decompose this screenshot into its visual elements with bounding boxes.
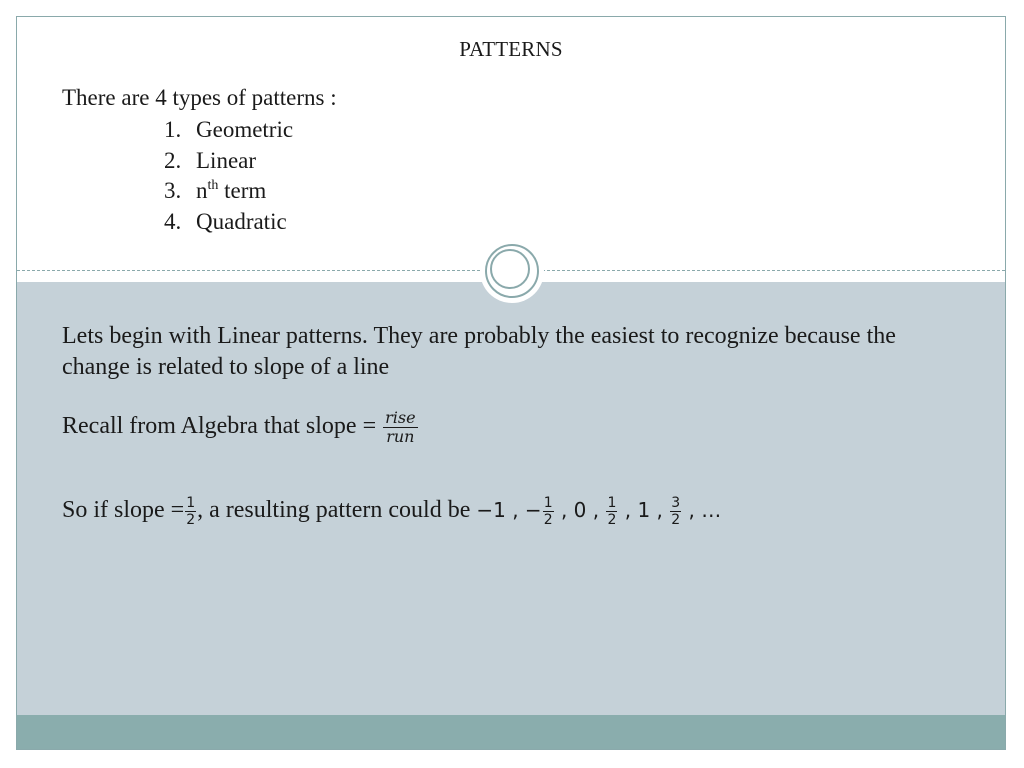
paragraph-slope-definition — [62, 409, 419, 446]
slide-header-area — [17, 17, 1005, 271]
paragraph-linear-intro: Lets begin with Linear patterns. They are probably the easiest to recognize because the change is related to slope of a line — [62, 323, 896, 380]
fraction-denominator: run — [386, 427, 415, 446]
fraction-denominator: 2 — [671, 512, 681, 528]
list-item — [164, 146, 293, 177]
list-item — [164, 115, 293, 146]
rise-over-run-fraction — [383, 409, 417, 446]
fraction-denominator: 2 — [186, 512, 196, 528]
list-number: 1. — [164, 117, 182, 142]
intro-text: There are 4 types of patterns : — [62, 85, 337, 110]
fraction-numerator: rise — [385, 408, 416, 427]
fraction-numerator: 1 — [543, 495, 553, 511]
list-label: Linear — [196, 147, 257, 173]
fraction-denominator: 2 — [607, 512, 617, 528]
slide-title: PATTERNS — [459, 37, 563, 61]
example-middle-text: , a resulting pattern could be — [197, 497, 477, 524]
list-label: Geometric — [196, 117, 294, 142]
sequence-term: −1 , − — [476, 498, 542, 523]
circle-ornament-icon — [480, 239, 544, 303]
fraction-numerator: 3 — [671, 495, 681, 511]
example-prefix: So if slope = — [62, 497, 185, 524]
slope-definition-text: Recall from Algebra that slope = — [62, 413, 383, 440]
footer-bar — [17, 715, 1005, 749]
slide — [16, 16, 1006, 750]
list-label-base: n — [196, 178, 208, 203]
sequence-term: , 1 , — [618, 498, 670, 523]
pattern-types-list — [164, 115, 293, 237]
list-label-superscript: th — [207, 178, 219, 193]
list-item — [164, 176, 293, 207]
list-label: Quadratic — [196, 208, 287, 234]
fraction-numerator: 1 — [607, 495, 617, 511]
list-label-rest: term — [218, 178, 267, 203]
fraction-denominator: 2 — [543, 512, 553, 528]
paragraph-example-sequence — [62, 495, 721, 528]
list-number: 2. — [164, 147, 182, 173]
list-number: 3. — [164, 178, 182, 203]
list-item — [164, 207, 293, 238]
fraction-numerator: 1 — [186, 495, 196, 511]
sequence-fraction — [606, 495, 617, 528]
sequence-term: , 0 , — [554, 498, 606, 523]
sequence-ellipsis: , … — [682, 498, 722, 523]
list-number: 4. — [164, 208, 182, 234]
slope-fraction — [185, 495, 196, 528]
sequence-fraction — [543, 495, 554, 528]
sequence-fraction — [670, 495, 681, 528]
